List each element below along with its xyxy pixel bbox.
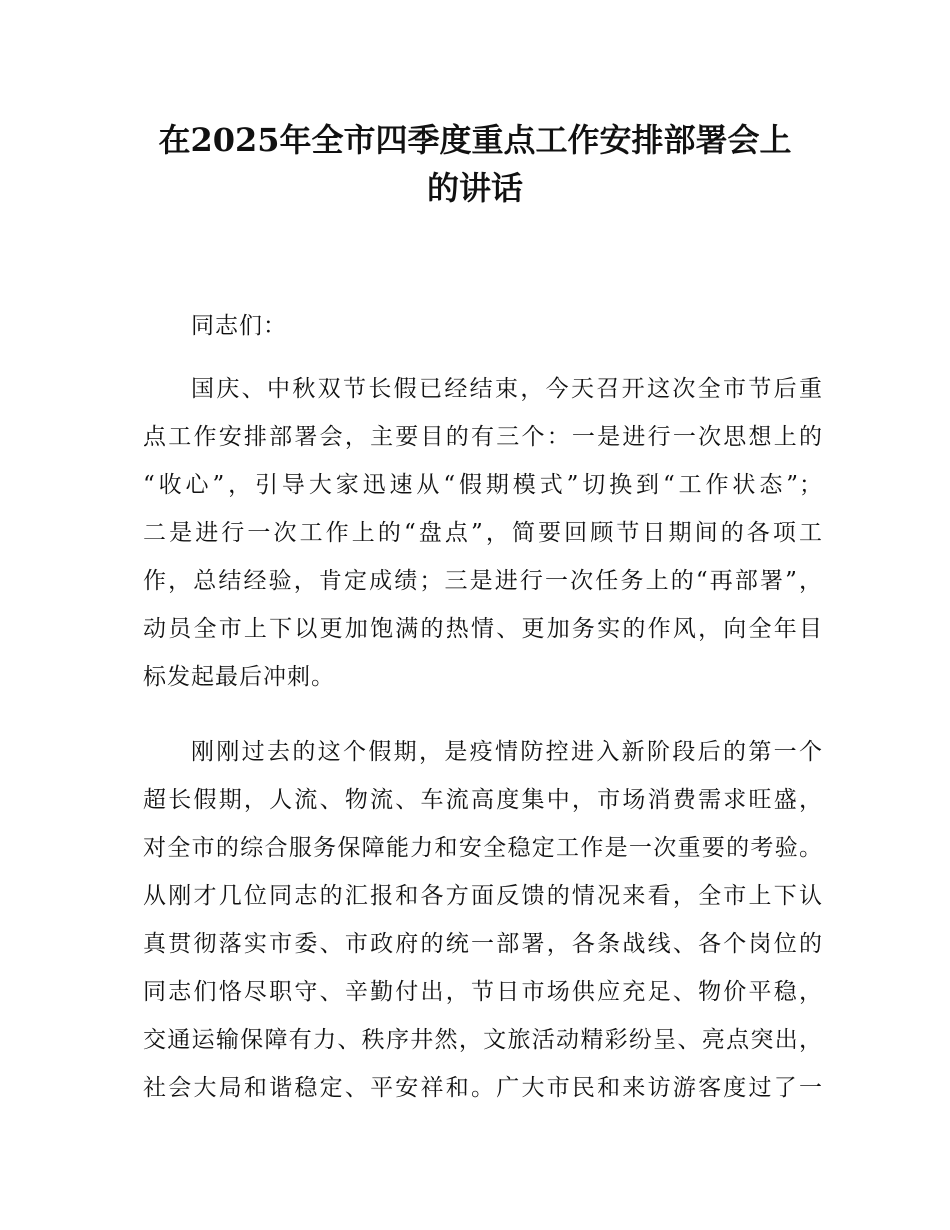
paragraph-2-line-2: 超长假期，人流、物流、车流高度集中，市场消费需求旺盛， [143,787,823,813]
salutation: 同志们： [191,313,287,339]
paragraph-1-line-6: 动员全市上下以更加饱满的热情、更加务实的作风，向全年目 [143,616,823,642]
paragraph-1-line-5: 作，总结经验，肯定成绩；三是进行一次任务上的“再部署”， [143,568,823,594]
paragraph-2-line-6: 同志们恪尽职守、辛勤付出，节日市场供应充足、物价平稳， [143,979,823,1005]
document-title-line-1: 在2025年全市四季度重点工作安排部署会上 [158,121,792,159]
paragraph-2-line-3: 对全市的综合服务保障能力和安全稳定工作是一次重要的考验。 [143,835,823,861]
paragraph-2-line-4: 从刚才几位同志的汇报和各方面反馈的情况来看，全市上下认 [143,883,823,909]
paragraph-1-line-7: 标发起最后冲刺。 [143,664,335,690]
paragraph-2-line-5: 真贯彻落实市委、市政府的统一部署，各条战线、各个岗位的 [143,931,823,957]
paragraph-2-line-8: 社会大局和谐稳定、平安祥和。广大市民和来访游客度过了一 [143,1075,823,1101]
paragraph-1-line-2: 点工作安排部署会，主要目的有三个：一是进行一次思想上的 [143,424,823,450]
paragraph-2-line-7: 交通运输保障有力、秩序井然，文旅活动精彩纷呈、亮点突出， [143,1027,823,1053]
document-title-line-2: 的讲话 [426,169,523,207]
paragraph-1-line-4: 二是进行一次工作上的“盘点”，简要回顾节日期间的各项工 [143,520,823,546]
paragraph-1-line-1: 国庆、中秋双节长假已经结束，今天召开这次全市节后重 [191,376,823,402]
paragraph-1-line-3: “收心”，引导大家迅速从“假期模式”切换到“工作状态”； [143,472,823,498]
paragraph-2-line-1: 刚刚过去的这个假期，是疫情防控进入新阶段后的第一个 [191,739,823,765]
